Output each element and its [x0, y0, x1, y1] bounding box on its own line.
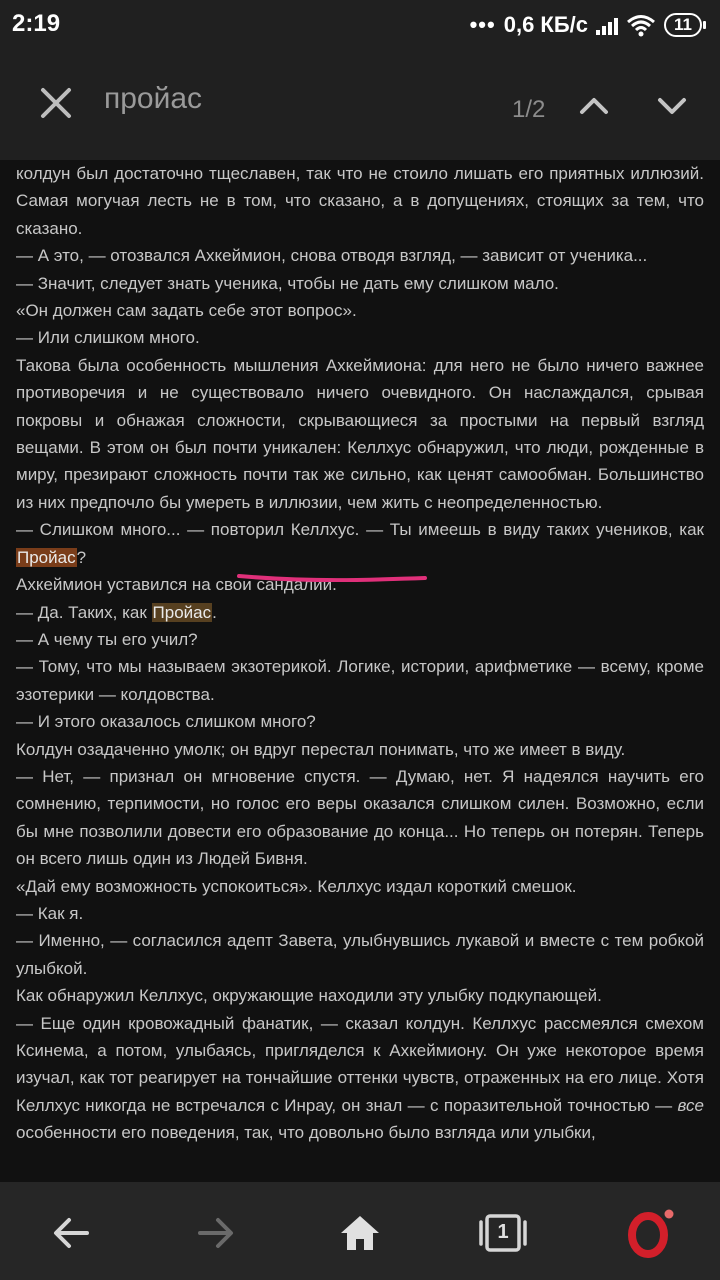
signal-icon [596, 15, 618, 35]
wifi-icon [626, 13, 656, 37]
notification-dots: ••• [469, 12, 496, 37]
find-query-input[interactable] [104, 82, 464, 116]
chevron-up-icon[interactable] [572, 84, 616, 128]
find-in-page-bar [0, 50, 720, 160]
battery-level: 11 [664, 13, 702, 37]
paragraph: Колдун озадаченно умолк; он вдруг перестал понимать, что же имеет в виду. [16, 739, 626, 759]
tab-count: 1 [497, 1221, 509, 1243]
home-icon[interactable] [333, 1206, 387, 1260]
text-span: ? [76, 547, 87, 567]
paragraph [16, 516, 704, 571]
forward-arrow-icon[interactable] [188, 1206, 242, 1260]
network-speed: 0,6 КБ/с [503, 12, 589, 37]
paragraph: — Значит, следует знать ученика, чтобы не дать ему слишком мало. [16, 273, 559, 293]
text-span: . [212, 602, 217, 622]
paragraph: — Тому, что мы называем экзотерикой. Логике, истории, арифметике — всему, кроме эзотерики — колдовства. [16, 657, 704, 704]
search-match-active: Пройас [17, 547, 76, 567]
status-indicators [470, 10, 706, 40]
search-match: Пройас [152, 602, 212, 622]
page-content[interactable] [0, 160, 720, 1182]
emphasis: все [677, 1095, 704, 1115]
browser-bottom-bar [0, 1182, 720, 1280]
text-span: — Слишком много... — повторил Келлхус. — Ты имеешь в виду таких учеников, как [16, 520, 704, 540]
paragraph: — Или слишком много. [16, 328, 200, 348]
text-span: особенности его поведения, так, что довольно было взгляда или улыбки, [16, 1123, 596, 1143]
close-icon[interactable] [33, 80, 79, 126]
find-match-count: 1/2 [512, 96, 546, 123]
text-span: — Еще один кровожадный фанатик, — сказал колдун. Келлхус рассмеялся смехом Ксинема, а потом, улыбаясь, пригляделся к Ахкеймиону. Он уже некоторое время изучал, как тот реагирует на тончайшие оттенки чувств, отраженных на его лице. Хотя Келлхус никогда не встречался с Инрау, он знал — с поразительной точностью — [16, 1013, 704, 1115]
chevron-down-icon[interactable] [650, 84, 694, 128]
paragraph: — А чему ты его учил? [16, 629, 198, 649]
paragraph: Такова была особенность мышления Ахкеймиона: для него не было ничего важнее противоречия и не существовало ничего очевидного. Он наслаждался, срывая покровы и обнажая сложности, скрывающиеся за простыми на первый взгляд вещами. В этом он был почти уникален: Келлхус обнаружил, что люди, рожденные в миру, презирают сложность почти так же сильно, как ценят самообман. Большинство из них предпочло бы умереть в иллюзии, чем жить с неопределенностью. [16, 355, 704, 512]
tabs-button[interactable] [476, 1206, 530, 1260]
article-text [16, 160, 704, 1147]
paragraph: колдун был достаточно тщеславен, так что не стоило лишать его приятных иллюзий. Самая могучая лесть не в том, что сказано, а в допущениях, стоящих за тем, что сказано. [16, 164, 704, 238]
status-time: 2:19 [12, 10, 61, 37]
paragraph: — Как я. [16, 903, 84, 923]
battery-icon [664, 13, 706, 37]
text-span: — Да. Таких, как [16, 602, 152, 622]
back-arrow-icon[interactable] [45, 1206, 99, 1260]
paragraph: Как обнаружил Келлхус, окружающие находили эту улыбку подкупающей. [16, 986, 602, 1006]
status-bar [0, 0, 720, 50]
paragraph: — Нет, — признал он мгновение спустя. — Думаю, нет. Я надеялся научить его сомнению, терпимости, но голос его веры оказался слишком силен. Возможно, если бы мне позволили довести его образование до конца... Но теперь он потерян. Теперь он всего лишь один из Людей Бивня. [16, 766, 704, 869]
paragraph [16, 599, 704, 626]
opera-logo-icon[interactable] [622, 1206, 676, 1260]
paragraph: — А это, — отозвался Ахкеймион, снова отводя взгляд, — зависит от ученика... [16, 246, 648, 266]
paragraph [16, 1010, 704, 1147]
paragraph: Ахкеймион уставился на свои сандалии. [16, 575, 337, 595]
paragraph: «Дай ему возможность успокоиться». Келлхус издал короткий смешок. [16, 876, 577, 896]
paragraph: «Он должен сам задать себе этот вопрос». [16, 301, 357, 321]
paragraph: — Именно, — согласился адепт Завета, улыбнувшись лукавой и вместе с тем робкой улыбкой. [16, 931, 704, 978]
paragraph: — И этого оказалось слишком много? [16, 712, 316, 732]
